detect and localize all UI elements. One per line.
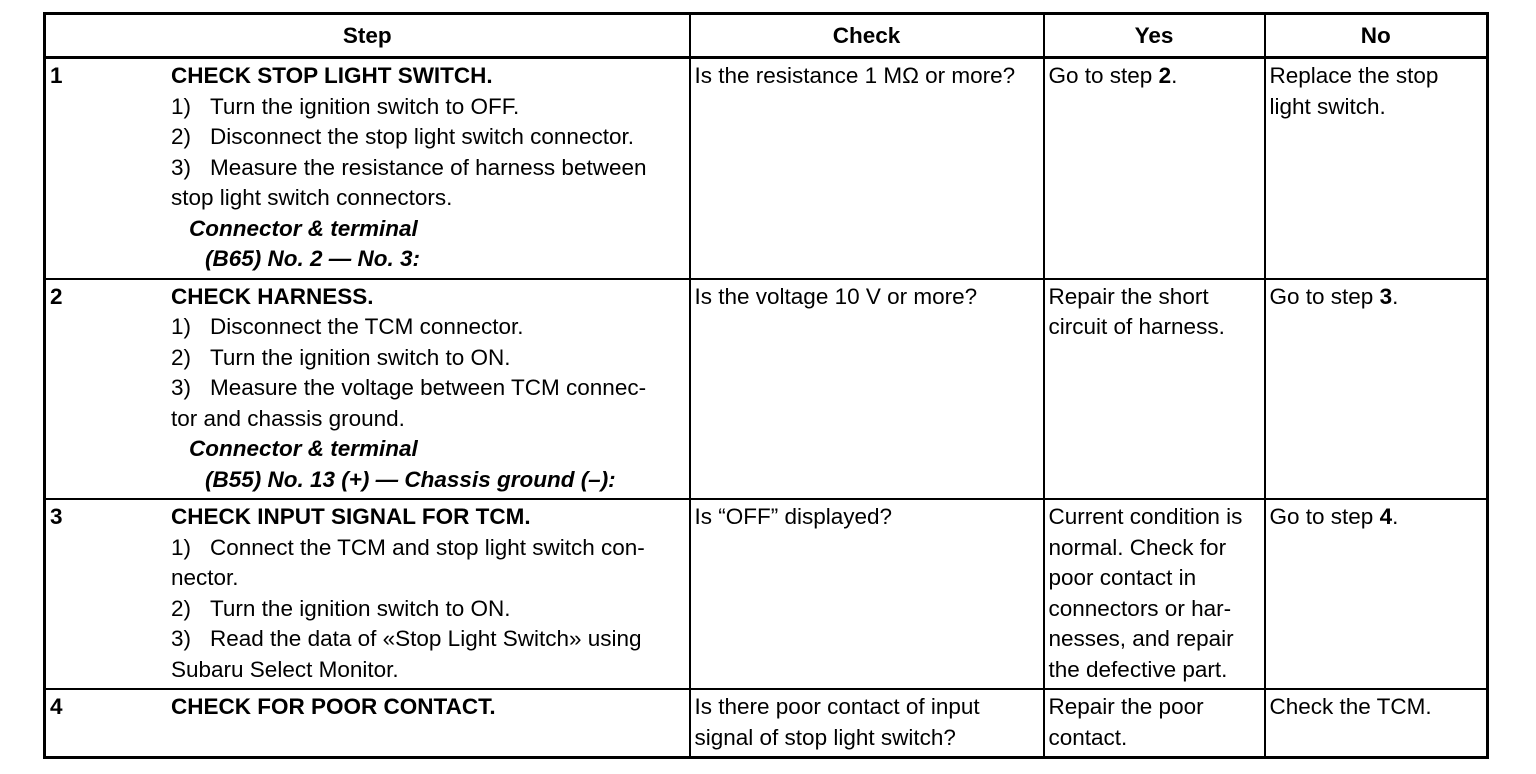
substep: [171, 373, 685, 404]
substep-number: 3): [171, 154, 192, 180]
substep-text: Disconnect the TCM connector.: [210, 314, 524, 339]
no-cell: [1265, 279, 1488, 500]
substep-text: Turn the ignition switch to ON.: [210, 595, 511, 621]
substep-number: 1): [171, 314, 192, 339]
check-cell: Is the resistance 1 MΩ or more?: [690, 58, 1044, 279]
connector-terminal-label: Connector & terminal: [189, 215, 418, 241]
step-title: CHECK INPUT SIGNAL FOR TCM.: [171, 504, 531, 529]
no-suffix: .: [1392, 283, 1399, 309]
substep-number: 1): [171, 534, 192, 560]
substep-text: Measure the voltage between TCM connec-: [210, 375, 647, 400]
yes-text: Go to step: [1048, 63, 1159, 88]
substep-text: Connect the TCM and stop light switch con-: [210, 534, 645, 560]
step-number: 1: [50, 63, 63, 88]
step-title: CHECK FOR POOR CONTACT.: [171, 694, 496, 719]
step-cell: [45, 689, 690, 758]
connector-terminal-label: Connector & terminal: [189, 436, 418, 461]
connector-terminal-value: (B55) No. 13 (+) — Chassis ground (–):: [205, 466, 616, 492]
header-row: [45, 14, 1488, 58]
substep-text: Measure the resistance of harness between: [210, 154, 647, 180]
no-cell: Check the TCM.: [1265, 689, 1488, 758]
check-cell: Is there poor contact of input signal of stop light switch?: [690, 689, 1044, 758]
step-body: [171, 282, 685, 496]
table-row: [45, 279, 1488, 500]
substep-text: Disconnect the stop light switch connector.: [210, 124, 634, 149]
substep: [171, 624, 685, 655]
step-number: 2: [50, 283, 63, 309]
yes-suffix: .: [1171, 63, 1178, 88]
no-step-ref: 3: [1379, 283, 1393, 309]
substep: [171, 312, 685, 343]
step-body: [171, 61, 685, 275]
substep: [171, 92, 685, 123]
substep-continuation: nector.: [171, 565, 239, 590]
header-yes: Yes: [1044, 14, 1265, 58]
no-text: Go to step: [1269, 283, 1380, 309]
substep: [171, 594, 685, 625]
yes-step-ref: 2: [1158, 63, 1172, 88]
yes-cell: [1044, 58, 1265, 279]
diagnostic-table: [43, 12, 1489, 759]
substep-number: 3): [171, 626, 192, 651]
step-body: [171, 502, 685, 685]
step-body: [171, 692, 685, 723]
yes-cell: Repair the poor contact.: [1044, 689, 1265, 758]
yes-cell: Repair the short circuit of harness.: [1044, 279, 1265, 500]
substep-number: 2): [171, 595, 192, 621]
table-row: [45, 689, 1488, 758]
substep-number: 1): [171, 93, 192, 119]
step-cell: [45, 58, 690, 279]
connector-terminal-value: (B65) No. 2 — No. 3:: [205, 246, 421, 271]
table-row: [45, 58, 1488, 279]
header-no: No: [1265, 14, 1488, 58]
step-cell: [45, 499, 690, 689]
substep-number: 3): [171, 375, 192, 400]
substep-text: Turn the ignition switch to OFF.: [210, 93, 520, 119]
check-cell: Is “OFF” displayed?: [690, 499, 1044, 689]
no-text: Go to step: [1269, 504, 1380, 529]
substep: [171, 153, 685, 184]
substep-continuation: stop light switch connectors.: [171, 185, 453, 210]
step-title: CHECK HARNESS.: [171, 283, 374, 309]
table-row: [45, 499, 1488, 689]
step-number: 4: [50, 694, 63, 719]
substep-continuation: tor and chassis ground.: [171, 405, 405, 431]
step-number: 3: [50, 504, 63, 529]
substep-number: 2): [171, 124, 192, 149]
header-step: Step: [45, 14, 690, 58]
header-check: Check: [690, 14, 1044, 58]
step-title: CHECK STOP LIGHT SWITCH.: [171, 63, 493, 88]
substep-continuation: Subaru Select Monitor.: [171, 656, 399, 682]
substep: [171, 122, 685, 153]
substep-text: Read the data of «Stop Light Switch» using: [210, 626, 642, 651]
substep: [171, 533, 685, 564]
yes-cell: Current condition is normal. Check for poor contact in connectors or har- nesses, and repair the defective part.: [1044, 499, 1265, 689]
no-cell: Replace the stop light switch.: [1265, 58, 1488, 279]
substep-text: Turn the ignition switch to ON.: [210, 344, 511, 370]
step-cell: [45, 279, 690, 500]
no-suffix: .: [1392, 504, 1399, 529]
check-cell: Is the voltage 10 V or more?: [690, 279, 1044, 500]
no-cell: [1265, 499, 1488, 689]
no-step-ref: 4: [1379, 504, 1393, 529]
substep-number: 2): [171, 344, 192, 370]
substep: [171, 343, 685, 374]
